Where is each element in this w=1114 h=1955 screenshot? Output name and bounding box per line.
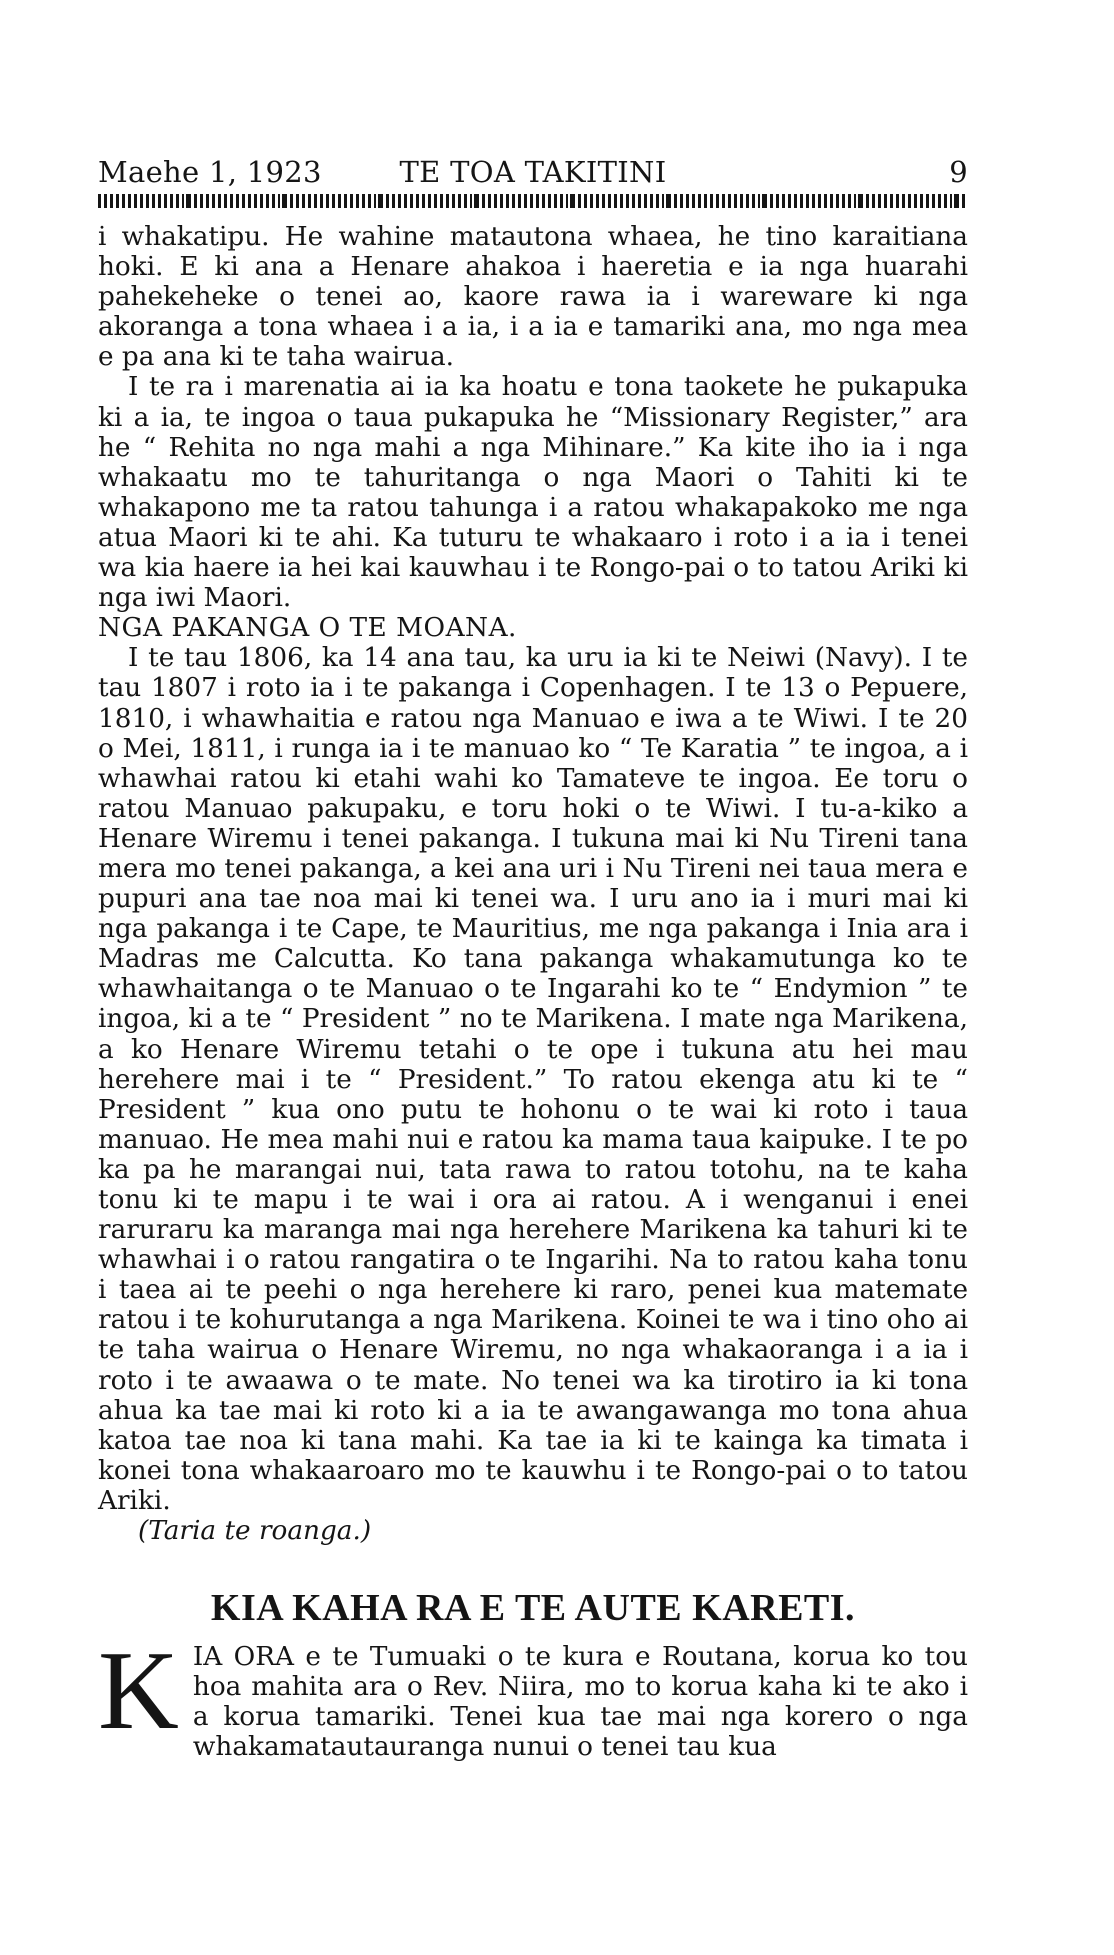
drop-cap: K [98, 1629, 179, 1754]
paragraph-1: i whakatipu. He wahine matautona whaea, he tino karaitiana hoki. E ki ana a Henare ahakoa i haeretia e ia nga huarahi pahekeheke o tenei ao, kaore rawa ia i wareware ki nga akoranga a tona whaea i a ia, i a ia e tamariki ana, mo nga mea e pa ana ki te taha wairua. [98, 222, 968, 373]
continued-note: (Taria te roanga.) [138, 1516, 372, 1547]
page-number: 9 [949, 155, 968, 189]
decorative-border [98, 194, 968, 208]
page [98, 155, 968, 1763]
section-paragraph: IA ORA e te Tumuaki o te kura e Routana, korua ko tou hoa mahita ara o Rev. Niira, mo to korua kaha ki te ako i a korua tamariki. Tenei kua tae mai nga korero o nga whakamatautauranga nunui o tenei tau kua [192, 1642, 968, 1763]
header-title: TE TOA TAKITINI [399, 155, 667, 189]
article [98, 222, 968, 1546]
header-date: Maehe 1, 1923 [98, 155, 322, 189]
running-header [98, 155, 968, 193]
subheading: NGA PAKANGA O TE MOANA. [98, 613, 517, 644]
section-title: KIA KAHA RA E TE AUTE KARETI. [210, 1587, 856, 1630]
section-body [98, 1629, 968, 1763]
paragraph-3: I te tau 1806, ka 14 ana tau, ka uru ia ki te Neiwi (Navy). I te tau 1807 i roto ia i te pakanga i Copenhagen. I te 13 o Pepuere, 1810, i whawhaitia e ratou nga Manuao e iwa a te Wiwi. I te 20 o Mei, 1811, i runga ia i te manuao ko “ Te Karatia ” te ingoa, a i whawhai ratou ki etahi wahi ko Tamateve te ingoa. Ee toru o ratou Manuao pakupaku, e toru hoki o te Wiwi. I tu-a-kiko a Henare Wiremu i tenei pakanga. I tukuna mai ki Nu Tireni tana mera mo tenei pakanga, a kei ana uri i Nu Tireni nei taua mera e pupuri ana tae noa mai ki tenei wa. I uru ano ia i muri mai ki nga pakanga i te Cape, te Mauritius, me nga pakanga i Inia ara i Madras me Calcutta. Ko tana pakanga whakamutunga ko te whawhaitanga o te Manuao o te Ingarahi ko te “ Endymion ” te ingoa, ki a te “ President ” no te Marikena. I mate nga Marikena, a ko Henare Wiremu tetahi o te ope i tukuna atu hei mau herehere mai i te “ President.” To ratou ekenga atu ki te “ President ” kua ono putu te hohonu o te wai ki roto i taua manuao. He mea mahi nui e ratou ka mama taua kaipuke. I te po ka pa he marangai nui, tata rawa to ratou totohu, na te kaha tonu ki te mapu i te wai i ora ai ratou. A i wenganui i enei raruraru ka maranga mai nga herehere Marikena ka tahuri ki te whawhai i o ratou rangatira o te Ingarihi. Na to ratou kaha tonu i taea ai te peehi o nga herehere ki raro, penei kua matemate ratou i te kohurutanga a nga Marikena. Koinei te wa i tino oho ai te taha wairua o Henare Wiremu, no nga whakaoranga i a ia i roto i te awaawa o te mate. No tenei wa ka tirotiro ia ki tona ahua ka tae mai ki roto ki a ia te awangawanga mo tona ahua katoa tae noa ki tana mahi. Ka tae ia ki te kainga ka timata i konei tona whakaaroaro mo te kauwhu i te Rongo-pai o to tatou Ariki. [98, 643, 968, 1516]
paragraph-2: I te ra i marenatia ai ia ka hoatu e tona taokete he pukapuka ki a ia, te ingoa o taua pukapuka he “Missionary Register,” ara he “ Rehita no nga mahi a nga Mihinare.” Ka kite iho ia i nga whakaatu mo te tahuritanga o nga Maori o Tahiti ki te whakapono me ta ratou tahunga i a ratou whakapakoko me nga atua Maori ki te ahi. Ka tuturu te whakaaro i roto i a ia i tenei wa kia haere ia hei kai kauwhau i te Rongo-pai o to tatou Ariki ki nga iwi Maori. [98, 372, 968, 614]
